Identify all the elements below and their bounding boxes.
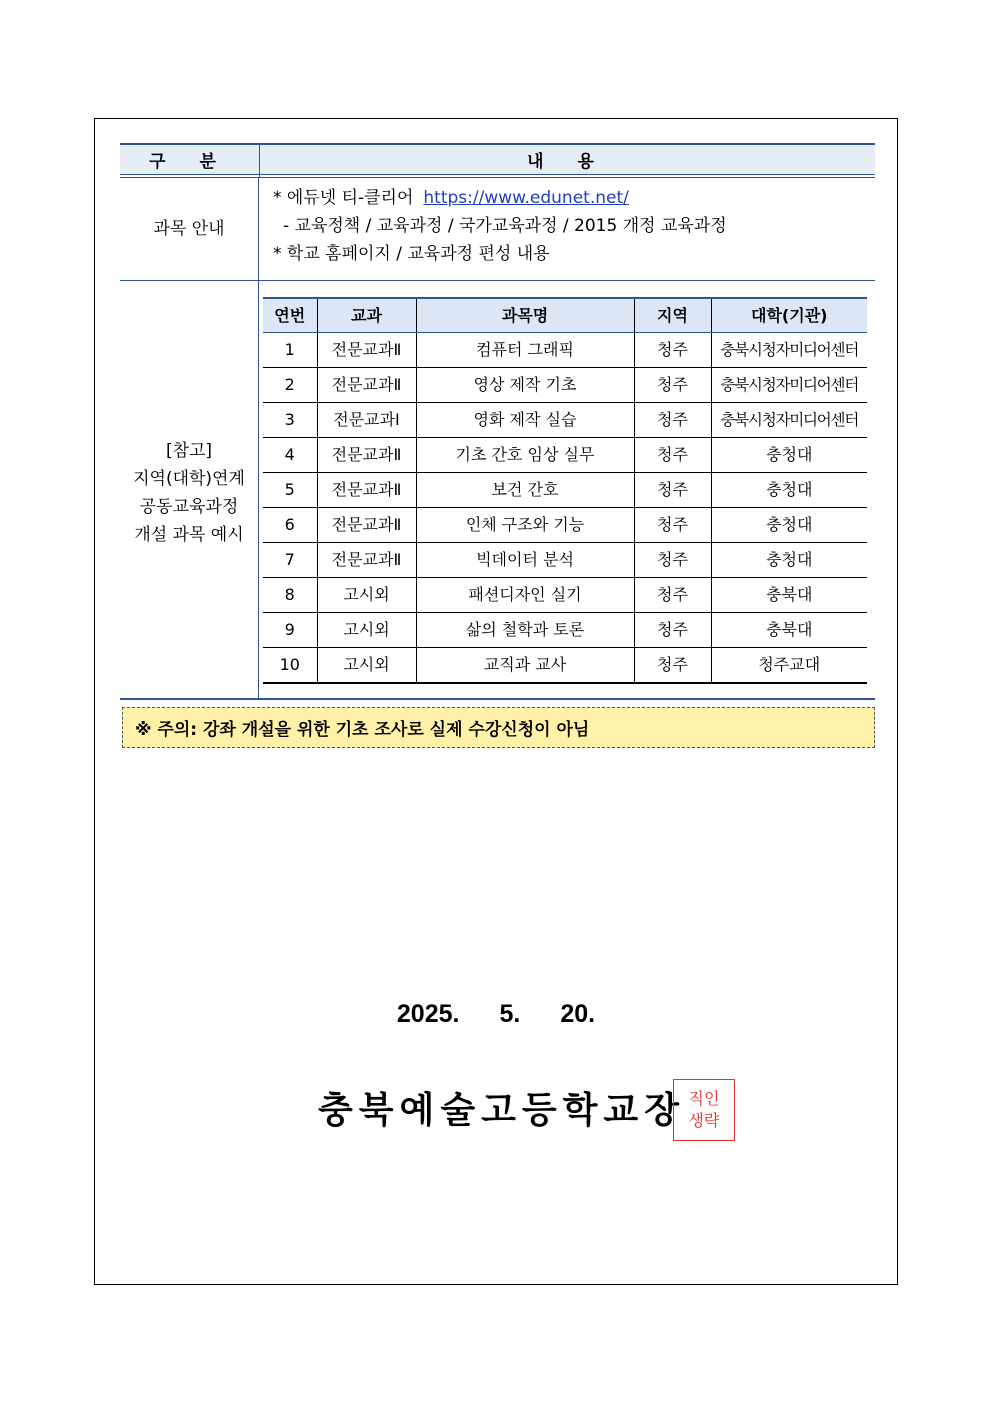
date-month: 5. [499,1000,521,1028]
table-row [263,403,867,438]
subject-group: 전문교과Ⅱ [317,438,416,473]
guide-line-1 [273,184,875,212]
course-name: 영상 제작 기초 [416,368,634,403]
reference-label [120,281,259,698]
subject-group: 고시외 [317,578,416,613]
region: 청주 [634,508,711,543]
institution: 충북시청자미디어센터 [711,368,867,403]
reference-label-line: [참고] [165,440,213,461]
region: 청주 [634,368,711,403]
row-number: 2 [263,368,317,403]
reference-row [120,281,875,700]
institution: 충청대 [711,473,867,508]
guide-line-2: - 교육정책 / 교육과정 / 국가교육과정 / 2015 개정 교육과정 [283,216,727,236]
date-day: 20. [560,1000,596,1028]
institution: 충북시청자미디어센터 [711,333,867,368]
column-header-institution: 대학(기관) [711,298,867,333]
table-row [263,578,867,613]
notice-banner: ※ 주의: 강좌 개설을 위한 기초 조사로 실제 수강신청이 아님 [122,707,875,748]
guide-line-3: * 학교 홈페이지 / 교육과정 편성 내용 [273,244,550,264]
row-number: 3 [263,403,317,438]
table-row [263,473,867,508]
subject-group: 전문교과Ⅱ [317,333,416,368]
reference-label-line: 개설 과목 예시 [134,524,244,545]
column-header-region: 지역 [634,298,711,333]
subject-group: 전문교과Ⅱ [317,368,416,403]
region: 청주 [634,403,711,438]
column-header-course-name: 과목명 [416,298,634,333]
subject-group: 전문교과Ⅱ [317,473,416,508]
reference-label-line: 공동교육과정 [139,496,239,517]
course-name: 기초 간호 임상 실무 [416,438,634,473]
seal-line: 직인 [688,1089,720,1108]
row-number: 6 [263,508,317,543]
course-name: 교직과 교사 [416,648,634,684]
region: 청주 [634,578,711,613]
institution: 청주교대 [711,648,867,684]
region: 청주 [634,333,711,368]
course-name: 보건 간호 [416,473,634,508]
row-number: 5 [263,473,317,508]
school-principal-signature: 충북예술고등학교장 [318,1090,685,1131]
row-number: 8 [263,578,317,613]
column-header-subject-group: 교과 [317,298,416,333]
region: 청주 [634,648,711,684]
region: 청주 [634,543,711,578]
region: 청주 [634,438,711,473]
region: 청주 [634,613,711,648]
table-row [263,613,867,648]
institution: 충청대 [711,508,867,543]
date-year: 2025. [396,1000,460,1028]
institution: 충청대 [711,543,867,578]
region: 청주 [634,473,711,508]
institution: 충북대 [711,613,867,648]
institution: 충북시청자미디어센터 [711,403,867,438]
header-content: 내 용 [527,152,608,172]
course-table-header [263,298,867,333]
institution: 충청대 [711,438,867,473]
subject-group: 고시외 [317,648,416,684]
table-row [263,508,867,543]
course-name: 패션디자인 실기 [416,578,634,613]
table-row [263,368,867,403]
row-number: 4 [263,438,317,473]
table-row [263,648,867,684]
course-name: 인체 구조와 기능 [416,508,634,543]
header-category: 구 분 [120,145,260,174]
institution: 충북대 [711,578,867,613]
info-table-header [120,143,875,175]
table-row [263,438,867,473]
edunet-link[interactable]: https://www.edunet.net/ [423,188,629,208]
course-table [263,297,867,684]
course-name: 컴퓨터 그래픽 [416,333,634,368]
course-name: 영화 제작 실습 [416,403,634,438]
row-number: 9 [263,613,317,648]
guide-row [120,178,875,281]
document-date [0,1000,992,1029]
table-row [263,543,867,578]
course-name: 빅데이터 분석 [416,543,634,578]
table-row [263,333,867,368]
column-header-no: 연번 [263,298,317,333]
subject-group: 전문교과Ⅰ [317,403,416,438]
official-seal-omitted [673,1079,735,1141]
info-table [120,143,875,700]
subject-group: 고시외 [317,613,416,648]
subject-group: 전문교과Ⅱ [317,543,416,578]
row-number: 1 [263,333,317,368]
guide-content [259,178,875,280]
subject-group: 전문교과Ⅱ [317,508,416,543]
reference-content [259,281,875,698]
guide-label: 과목 안내 [120,178,259,280]
seal-line: 생략 [688,1111,720,1130]
row-number: 10 [263,648,317,684]
reference-label-line: 지역(대학)연계 [133,468,245,489]
course-name: 삶의 철학과 토론 [416,613,634,648]
row-number: 7 [263,543,317,578]
guide-line-1-text: * 에듀넷 티-클리어 [273,188,414,208]
